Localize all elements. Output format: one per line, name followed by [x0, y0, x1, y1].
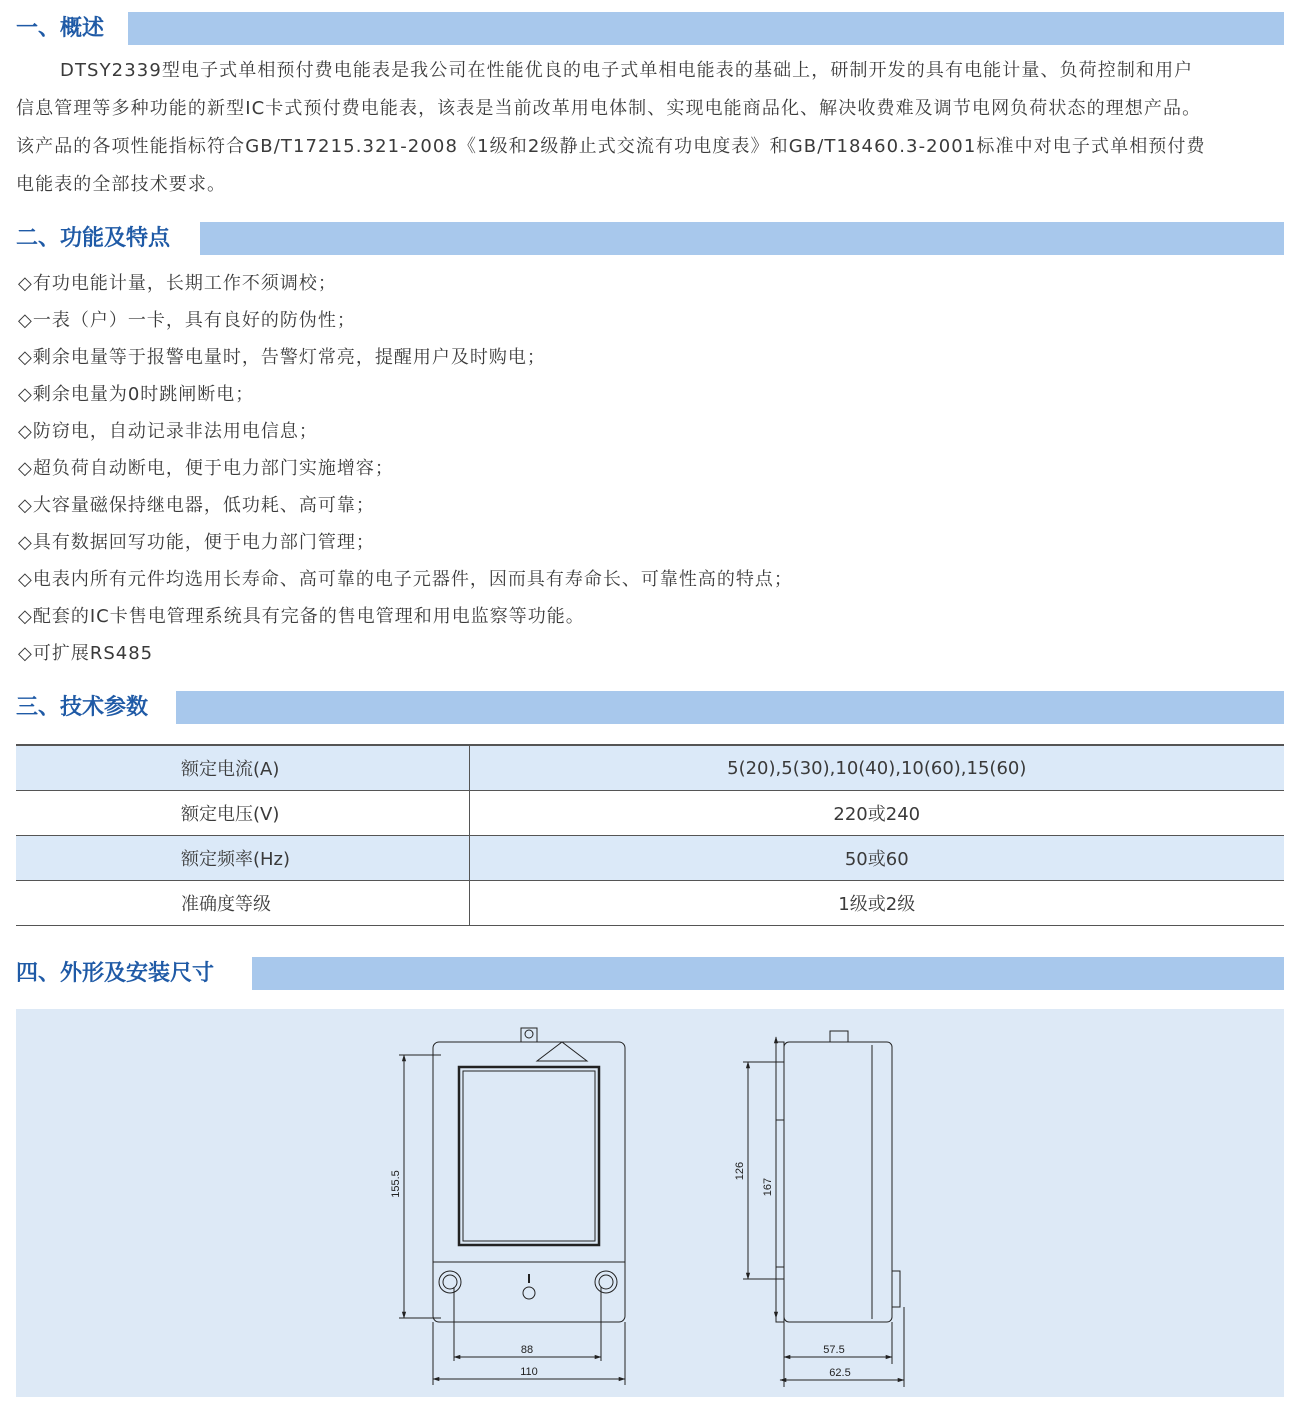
table-row [16, 836, 1284, 881]
side-depth-label: 62.5 [829, 1367, 851, 1379]
section-header-bar [176, 691, 1284, 724]
feature-item: ◇超负荷自动断电，便于电力部门实施增容； [18, 458, 394, 479]
feature-item: ◇有功电能计量，长期工作不须调校； [18, 273, 337, 294]
table-row [16, 881, 1284, 926]
overview-line [16, 52, 1286, 90]
display-window-inner [463, 1071, 595, 1241]
overview-line-3: 该产品的各项性能指标符合GB/T17215.321-2008《1级和2级静止式交流有功电度表》和GB/T18460.3-2001标准中对电子式单相预付费 [16, 136, 1206, 157]
side-depth-inner-label: 57.5 [823, 1344, 845, 1356]
section-header-bar [252, 957, 1284, 990]
spec-label: 额定频率(Hz) [16, 836, 469, 881]
spec-label: 额定电压(V) [16, 791, 469, 836]
display-window [459, 1067, 599, 1245]
section-title-dimensions: 四、外形及安装尺寸 [16, 957, 226, 990]
spec-label: 准确度等级 [16, 881, 469, 926]
section-header-specs [16, 691, 1284, 724]
right-screw-icon [595, 1271, 617, 1293]
feature-item: ◇电表内所有元件均选用长寿命、高可靠的电子元器件，因而具有寿命长、可靠性高的特点； [18, 569, 793, 590]
spec-value: 220或240 [469, 791, 1284, 836]
section-header-bar [128, 12, 1284, 45]
dimension-drawing [16, 1009, 1284, 1397]
feature-item: ◇剩余电量等于报警电量时，告警灯常亮，提醒用户及时购电； [18, 347, 546, 368]
top-seal-hole [525, 1030, 533, 1038]
section-header-features [16, 222, 1284, 255]
left-screw-inner [443, 1275, 457, 1289]
spec-value: 1级或2级 [469, 881, 1284, 926]
feature-item: ◇剩余电量为0时跳闸断电； [18, 384, 255, 405]
section-title-overview: 一、概述 [16, 12, 116, 45]
feature-item: ◇大容量磁保持继电器，低功耗、高可靠； [18, 495, 375, 516]
section-title-features: 二、功能及特点 [16, 222, 182, 255]
feature-item: ◇一表（户）一卡，具有良好的防伪性； [18, 310, 356, 331]
overview-paragraph [16, 52, 1286, 204]
overview-line-4: 电能表的全部技术要求。 [16, 174, 227, 195]
left-screw-icon [439, 1271, 461, 1293]
spec-table [16, 744, 1284, 926]
feature-item: ◇具有数据回写功能，便于电力部门管理； [18, 532, 375, 553]
overview-line-1: DTSY2339型电子式单相预付费电能表是我公司在性能优良的电子式单相电能表的基础上，研制开发的具有电能计量、负荷控制和用户 [60, 60, 1194, 81]
section-header-dimensions [16, 957, 1284, 990]
feature-item: ◇防窃电，自动记录非法用电信息； [18, 421, 318, 442]
feature-item: ◇配套的IC卡售电管理系统具有完备的售电管理和用电监察等功能。 [18, 606, 585, 627]
side-height-label: 167 [762, 1177, 774, 1197]
section-header-overview [16, 12, 1284, 45]
section-header-bar [200, 222, 1284, 255]
terminal-screw-side [892, 1271, 900, 1307]
front-view [399, 1028, 625, 1385]
seal-triangle [537, 1042, 587, 1061]
overview-line-2: 信息管理等多种功能的新型IC卡式预付费电能表，该表是当前改革用电体制、实现电能商品化、解决收费难及调节电网负荷状态的理想产品。 [16, 98, 1202, 119]
section-title-specs: 三、技术参数 [16, 691, 160, 724]
right-screw-inner [599, 1275, 613, 1289]
mounting-hook-bottom [776, 1267, 784, 1322]
feature-item: ◇可扩展RS485 [18, 643, 154, 664]
front-height-label: 155.5 [390, 1170, 402, 1198]
spec-label: 额定电流(A) [16, 745, 469, 791]
spec-value: 50或60 [469, 836, 1284, 881]
meter-outline-drawing [16, 1009, 1284, 1397]
side-inner-height-label: 126 [734, 1161, 746, 1181]
feature-list [18, 265, 1278, 672]
hole-span-label: 88 [520, 1344, 534, 1356]
side-case [784, 1042, 892, 1322]
table-row [16, 791, 1284, 836]
table-row [16, 745, 1284, 791]
side-view [743, 1031, 904, 1387]
spec-value: 5(20),5(30),10(40),10(60),15(60) [469, 745, 1284, 791]
front-width-label: 110 [520, 1366, 538, 1378]
seal-screw-icon [523, 1287, 535, 1299]
side-seal [830, 1031, 848, 1042]
mounting-hook-top [776, 1042, 784, 1120]
